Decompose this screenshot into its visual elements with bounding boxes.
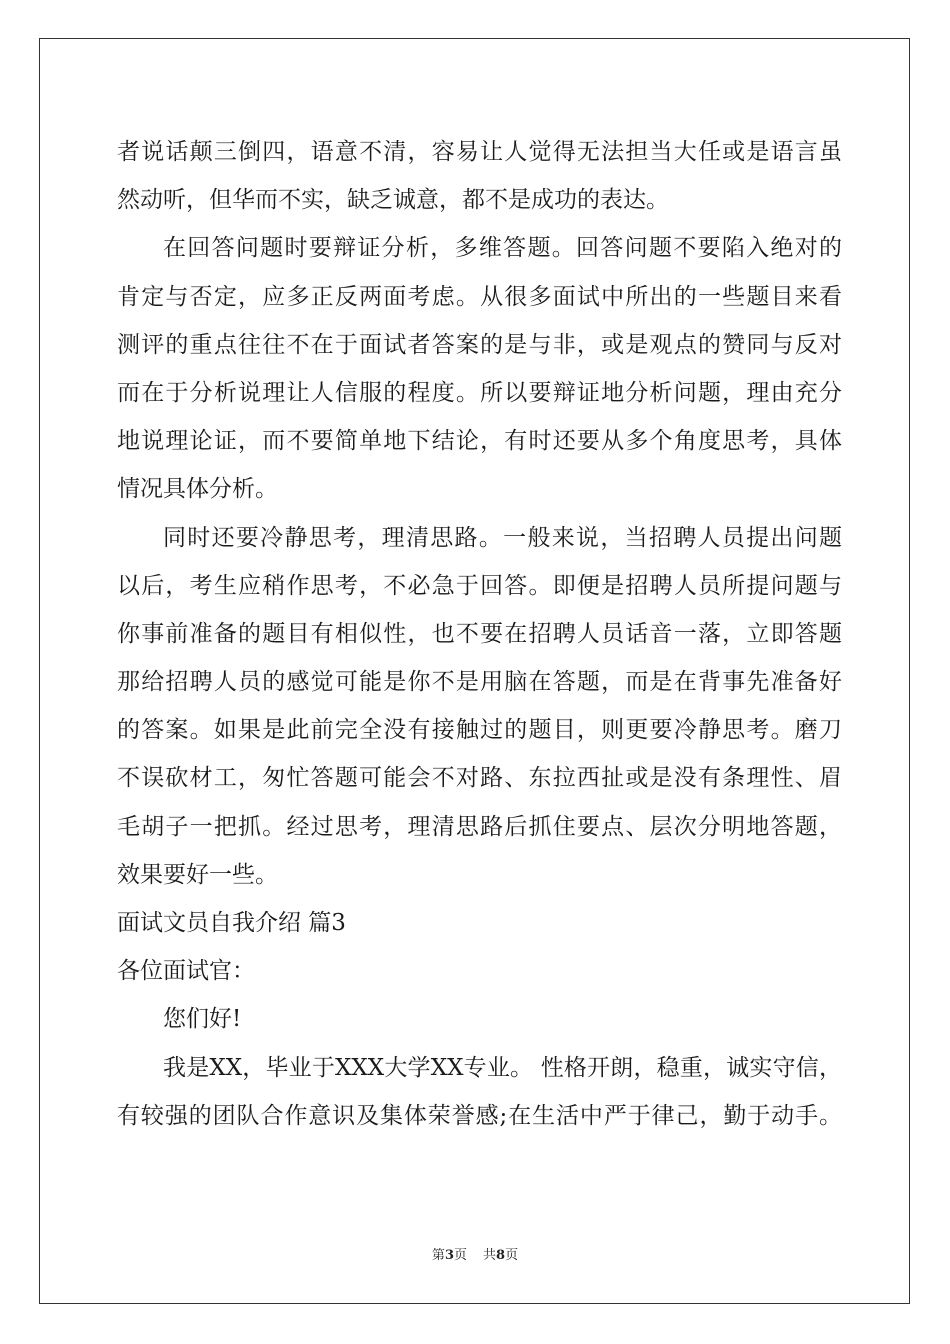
section-heading: 面试文员自我介绍 篇3 (117, 910, 346, 936)
paragraph-start-line: 在回答问题时要辩证分析，多维答题。回答问题不要陷入绝对的 (163, 235, 842, 262)
text-line: 地说理论证，而不要简单地下结论，有时还要从多个角度思考，具体 (117, 428, 842, 455)
page-label-prefix: 第 (431, 1248, 445, 1263)
text-line: 肯定与否定，应多正反两面考虑。从很多面试中所出的一些题目来看 (117, 283, 842, 310)
text-line: 效果要好一些。 (117, 861, 278, 888)
page-label-suffix: 页 (453, 1248, 467, 1263)
salutation: 各位面试官： (117, 958, 255, 985)
document-body (117, 128, 842, 1140)
text-line: 的答案。如果是此前完全没有接触过的题目，则更要冷静思考。磨刀 (117, 717, 842, 744)
text-line: 而在于分析说理让人信服的程度。所以要辩证地分析问题，理由充分 (117, 379, 842, 406)
text-line: 情况具体分析。 (117, 476, 278, 503)
text-line: 有较强的团队合作意识及集体荣誉感;在生活中严于律己，勤于动手。 (117, 1102, 842, 1129)
paragraph-start-line: 同时还要冷静思考，理清思路。一般来说，当招聘人员提出问题 (163, 524, 842, 551)
text-line: 你事前准备的题目有相似性，也不要在招聘人员话音一落，立即答题 (117, 620, 842, 647)
text-line: 不误砍材工，匆忙答题可能会不对路、东拉西扯或是没有条理性、眉 (117, 765, 842, 792)
text-line: 测评的重点往往不在于面试者答案的是与非，或是观点的赞同与反对 (117, 331, 842, 358)
total-label-prefix: 共 (483, 1248, 497, 1263)
text-line: 毛胡子一把抓。经过思考，理清思路后抓住要点、层次分明地答题， (117, 813, 842, 840)
text-line: 然动听，但华而不实，缺乏诚意，都不是成功的表达。 (117, 187, 669, 214)
total-pages: 8 (496, 1248, 506, 1263)
text-line: 那给招聘人员的感觉可能是你不是用脑在答题，而是在背事先准备好 (117, 669, 842, 696)
paragraph-start-line: 我是XX，毕业于XXX大学XX专业。 性格开朗，稳重，诚实守信， (163, 1054, 842, 1081)
text-line: 以后，考生应稍作思考，不必急于回答。即便是招聘人员所提问题与 (117, 572, 842, 599)
page-number: 3 (444, 1248, 454, 1263)
greeting: 您们好! (163, 1006, 242, 1033)
page-footer (0, 1244, 950, 1263)
total-label-suffix: 页 (505, 1248, 519, 1263)
text-line: 者说话颠三倒四，语意不清，容易让人觉得无法担当大任或是语言虽 (117, 139, 842, 165)
